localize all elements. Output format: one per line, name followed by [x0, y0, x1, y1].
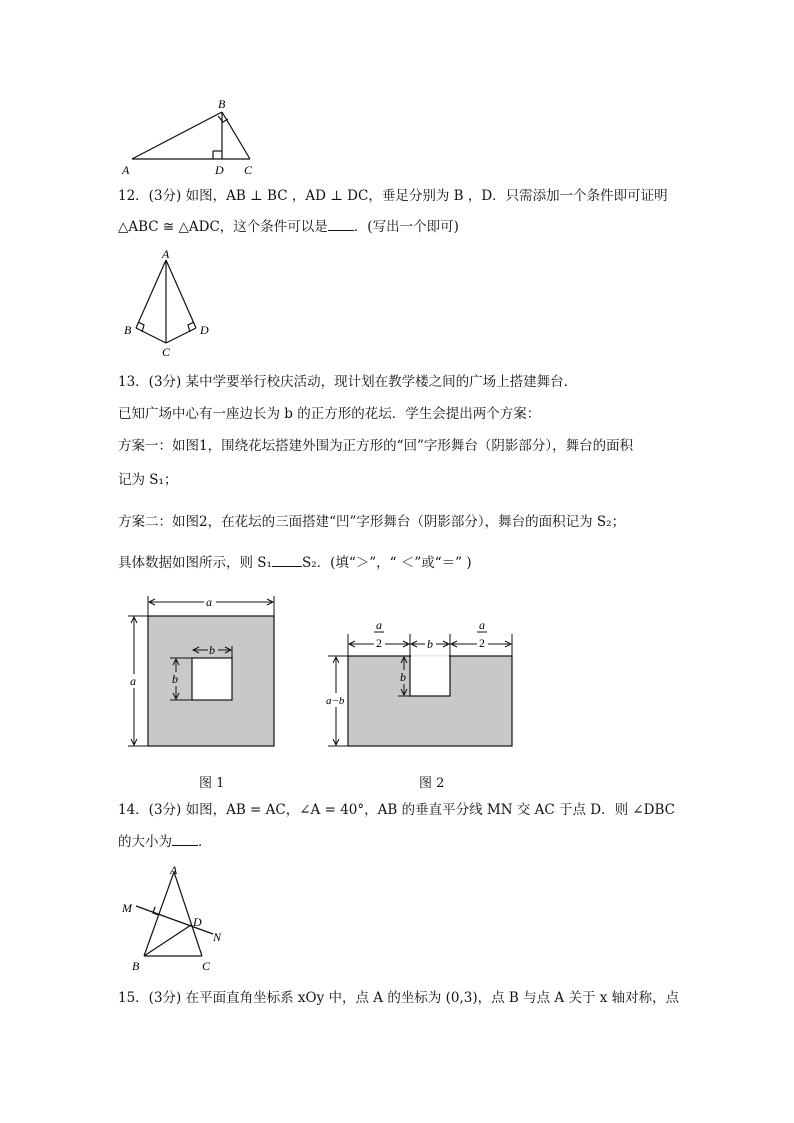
q13-line5: 方案二：如图2，在花坛的三面搭建“凹”字形舞台（阴影部分），舞台的面积记为 S₂；: [118, 514, 626, 530]
figure-1: [120, 592, 290, 762]
segment-bc: [222, 112, 250, 159]
q12-text-b: ．(写出一个即可): [353, 219, 459, 235]
q14-line1: 14．(3分) 如图，AB = AC，∠A = 40°，AB 的垂直平分线 MN 交 AC 于点 D．则 ∠DBC: [118, 802, 675, 818]
flower-bed-square: [410, 656, 450, 696]
q14-line2: [118, 832, 212, 852]
figure-2: [322, 620, 522, 752]
q14-text-b: ．: [198, 834, 212, 850]
svg-text:B: B: [132, 959, 140, 973]
segment-bd: [144, 925, 191, 956]
q13-text-b: S₂．(填“＞”，“ ＜”或“＝” ): [301, 555, 472, 571]
label-d: D: [215, 163, 224, 177]
q13-line6: [118, 553, 472, 573]
q12-line1: 12．(3分) 如图，AB ⊥ BC ，AD ⊥ DC，垂足分别为 B ，D．只需添加一个条件即可证明: [118, 188, 668, 204]
q13-text-a: 具体数据如图所示，则 S₁: [118, 555, 272, 571]
svg-text:b: b: [400, 670, 406, 684]
figure-2-caption: 图 2: [419, 776, 445, 791]
svg-text:a: a: [376, 620, 382, 632]
q12-answer-blank[interactable]: [328, 218, 354, 231]
svg-text:2: 2: [376, 636, 382, 650]
svg-text:C: C: [202, 959, 211, 973]
q14-answer-blank[interactable]: [172, 833, 198, 846]
figure-1-caption: 图 1: [199, 776, 225, 791]
q12-line2: [118, 217, 459, 237]
q14-text-a: 的大小为: [118, 834, 172, 850]
segment-ab: [132, 112, 222, 159]
q12-text-a: △ABC ≅ △ADC，这个条件可以是: [118, 219, 328, 235]
svg-text:b: b: [172, 672, 178, 686]
label-c: C: [162, 345, 171, 359]
svg-text:D: D: [193, 915, 202, 929]
svg-text:A: A: [170, 863, 178, 877]
flower-bed-square: [192, 658, 232, 700]
svg-text:a: a: [206, 595, 212, 609]
svg-text:a−b: a−b: [326, 695, 345, 707]
q15-line1: 15．(3分) 在平面直角坐标系 xOy 中，点 A 的坐标为 (0,3)，点 B 与点 A 关于 x 轴对称，点: [118, 990, 680, 1006]
label-a: A: [162, 248, 170, 261]
svg-text:M: M: [122, 901, 132, 915]
svg-text:a: a: [130, 674, 136, 688]
svg-text:a: a: [479, 620, 485, 632]
label-a: A: [122, 163, 130, 177]
q12-kite-figure: [118, 248, 218, 360]
label-d: D: [200, 323, 209, 337]
q13-line1: 13．(3分) 某中学要举行校庆活动，现计划在教学楼之间的广场上搭建舞台．: [118, 374, 578, 390]
q13-line3: 方案一：如图1，围绕花坛搭建外围为正方形的“回”字形舞台（阴影部分），舞台的面积: [118, 438, 634, 454]
svg-text:b: b: [209, 643, 215, 657]
segment-ac: [174, 872, 202, 956]
svg-text:2: 2: [479, 636, 485, 650]
svg-text:b: b: [427, 637, 433, 651]
label-c: C: [244, 163, 253, 177]
q13-line4: 记为 S₁；: [118, 472, 178, 488]
label-b: B: [218, 97, 226, 111]
q11-triangle-figure: [118, 94, 268, 180]
label-b: B: [124, 323, 132, 337]
q13-answer-blank[interactable]: [272, 554, 302, 567]
q14-triangle-figure: [118, 862, 238, 974]
svg-text:N: N: [213, 930, 222, 944]
q13-line2: 已知广场中心有一座边长为 b 的正方形的花坛．学生会提出两个方案：: [118, 406, 541, 422]
